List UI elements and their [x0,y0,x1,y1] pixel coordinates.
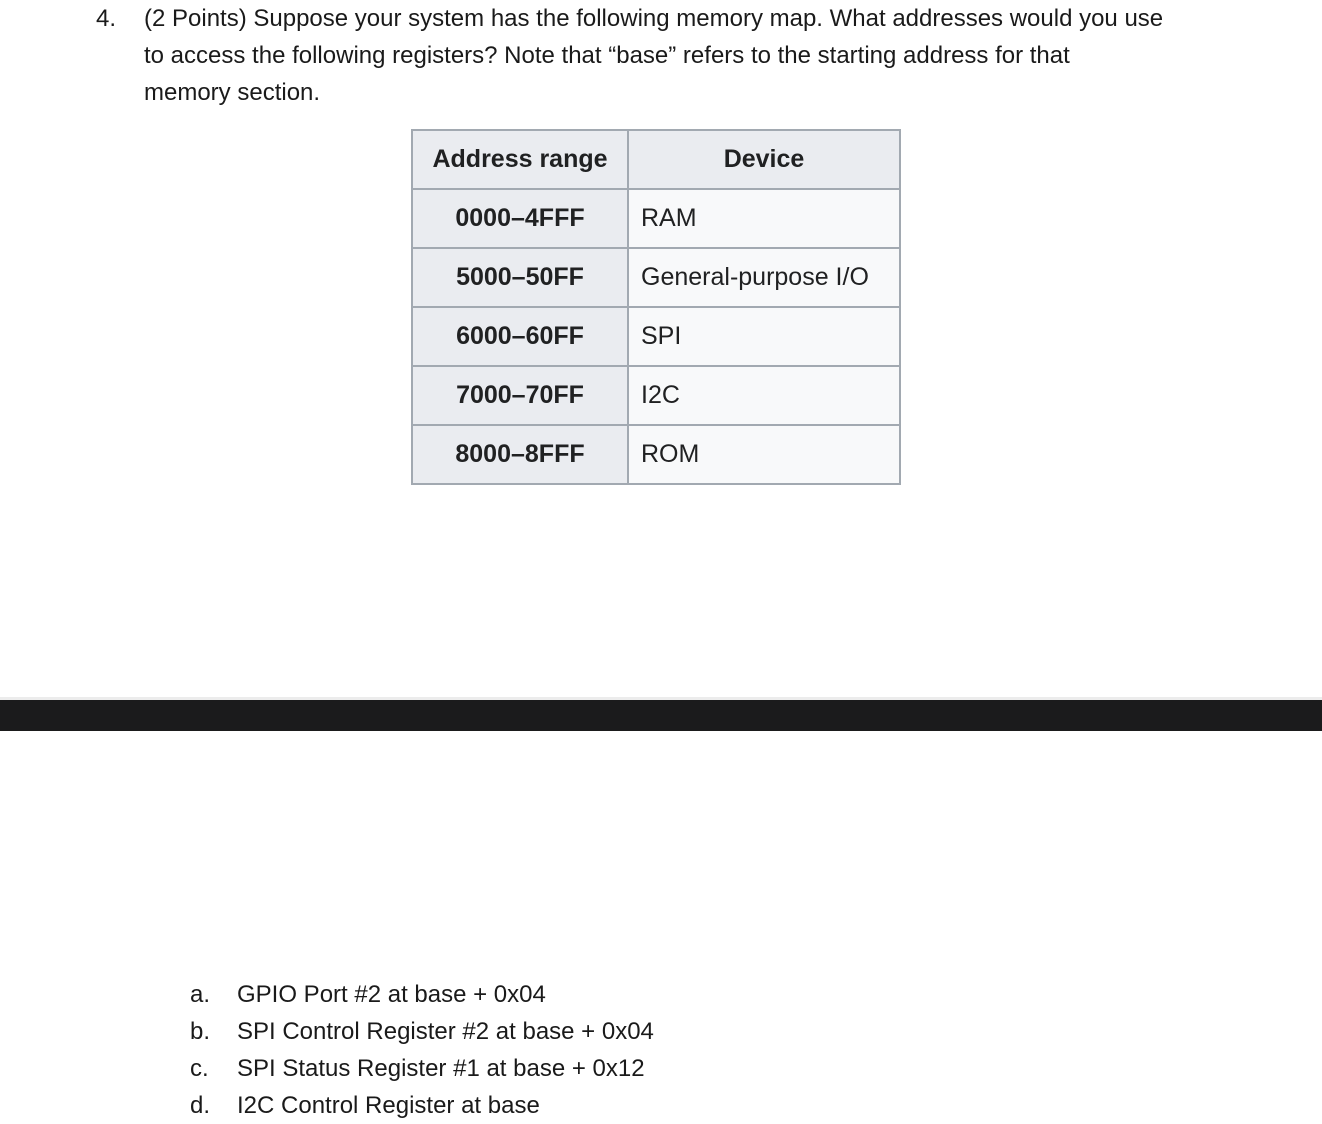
address-range-cell: 7000–70FF [412,366,628,425]
table-row [412,189,900,248]
address-range-cell: 8000–8FFF [412,425,628,484]
table-header-row [412,130,900,189]
list-item-text: SPI Status Register #1 at base + 0x12 [237,1055,645,1082]
list-item [190,1050,654,1087]
list-marker: d. [190,1092,211,1119]
question-line: to access the following registers? Note that “base” refers to the starting address for that [144,42,1070,69]
device-header: Device [628,130,900,189]
device-cell: RAM [628,189,900,248]
list-item [190,1087,654,1124]
table-row [412,425,900,484]
address-range-cell: 5000–50FF [412,248,628,307]
question-line: (2 Points) Suppose your system has the following memory map. What addresses would you use [144,5,1164,32]
sub-question-list [190,976,654,1124]
address-range-cell: 0000–4FFF [412,189,628,248]
device-cell: ROM [628,425,900,484]
device-cell: I2C [628,366,900,425]
table-row [412,248,900,307]
address-range-cell: 6000–60FF [412,307,628,366]
table-row [412,366,900,425]
table-row [412,307,900,366]
list-marker: a. [190,981,211,1008]
list-marker: c. [190,1055,209,1082]
memory-map-table [411,129,901,485]
list-marker: b. [190,1018,211,1045]
address-range-header: Address range [412,130,628,189]
page-divider [0,700,1322,731]
question-line: memory section. [144,79,321,106]
list-item-text: GPIO Port #2 at base + 0x04 [237,981,546,1008]
list-item [190,1013,654,1050]
list-item [190,976,654,1013]
question-number: 4. [96,5,117,32]
list-item-text: I2C Control Register at base [237,1092,540,1119]
device-cell: General-purpose I/O [628,248,900,307]
question-text [144,0,1306,111]
question-block [96,0,1306,111]
list-item-text: SPI Control Register #2 at base + 0x04 [237,1018,654,1045]
device-cell: SPI [628,307,900,366]
